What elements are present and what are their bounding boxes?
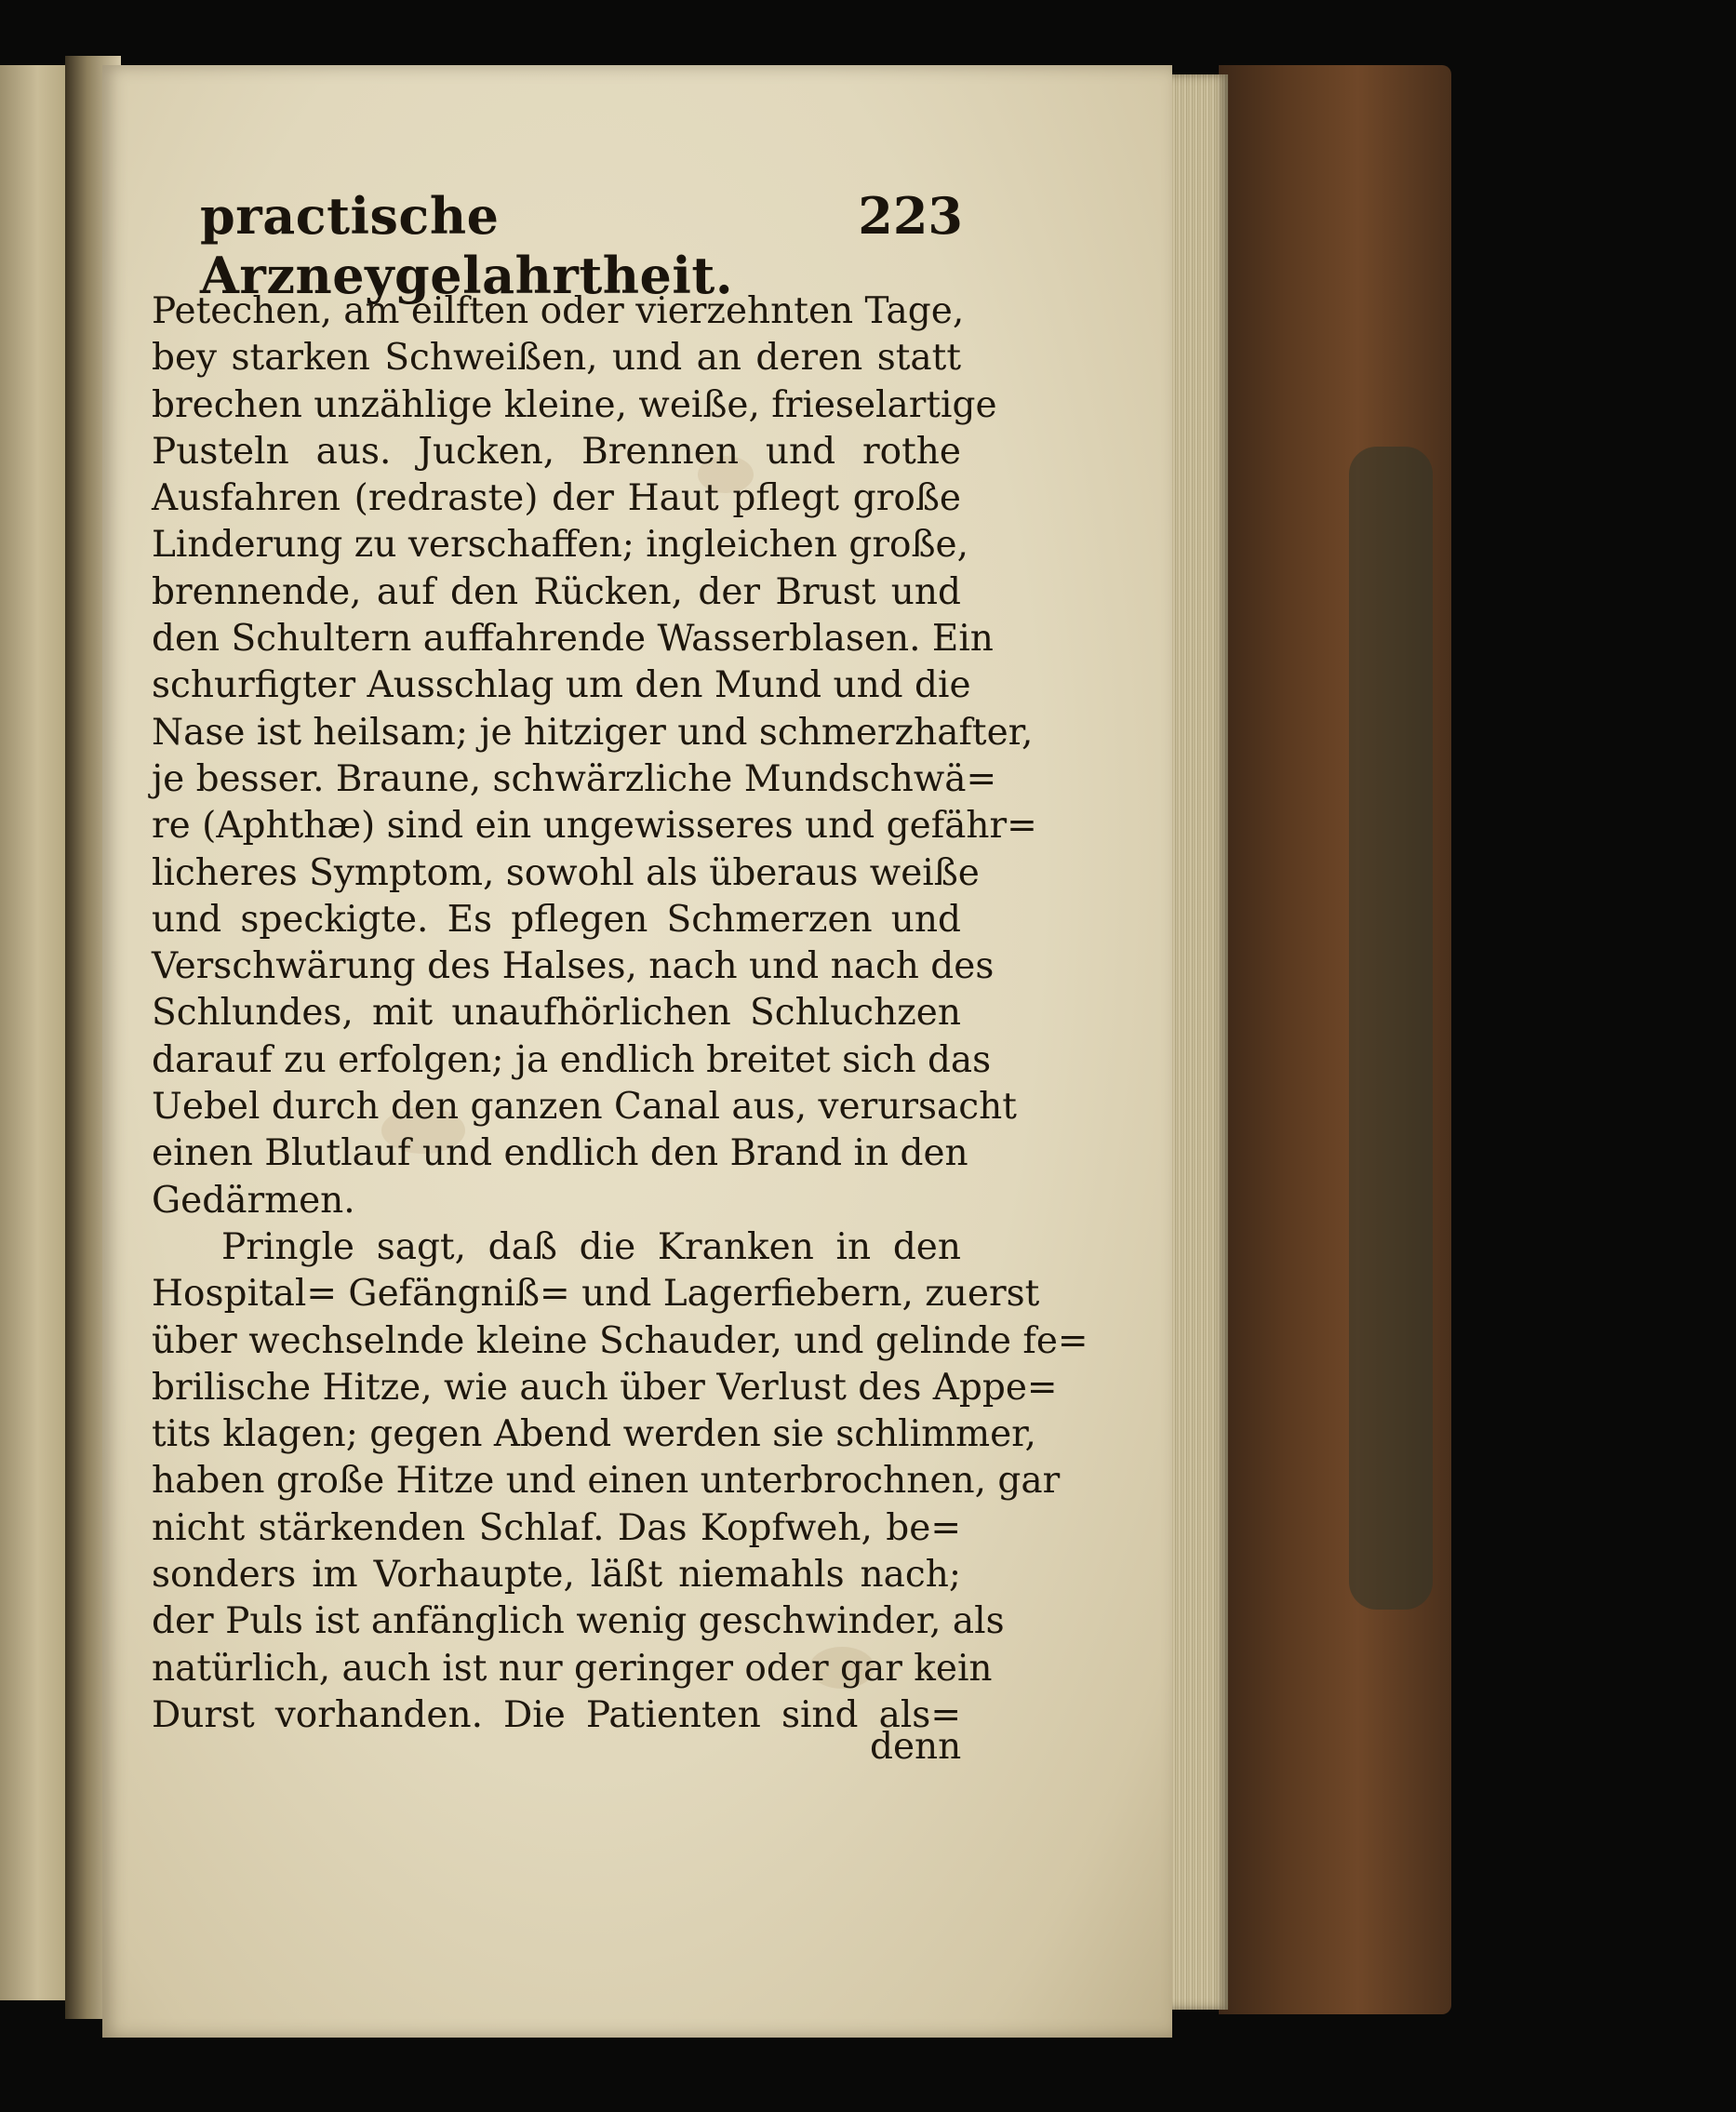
text-line: Pringle sagt, daß die Kranken in den [221, 1225, 961, 1268]
text-line: Uebel durch den ganzen Canal aus, verursacht [152, 1086, 1017, 1129]
body-text [152, 288, 1088, 1739]
text-line: tits klagen; gegen Abend werden sie schlimmer, [152, 1413, 1036, 1456]
text-line: bey starken Schweißen, und an deren statt [152, 337, 961, 380]
text-line: licheres Symptom, sowohl als überaus weiße [152, 851, 980, 894]
text-line: nicht stärkenden Schlaf. Das Kopfweh, be= [152, 1506, 961, 1549]
text-line: einen Blutlauf und endlich den Brand in den [152, 1132, 968, 1175]
text-line: re (Aphthæ) sind ein ungewisseres und gefähr= [152, 805, 1037, 848]
text-line: sonders im Vorhaupte, läßt niemahls nach; [152, 1554, 961, 1597]
running-head: practische Arzneygelahrtheit. [200, 186, 734, 305]
text-line: brennende, auf den Rücken, der Brust und [152, 570, 961, 613]
text-line: über wechselnde kleine Schauder, und gelinde fe= [152, 1319, 1088, 1362]
text-line: Schlundes, mit unaufhörlichen Schluchzen [152, 992, 961, 1035]
page-header [200, 186, 963, 305]
text-line: brilische Hitze, wie auch über Verlust des Appe= [152, 1366, 1058, 1409]
text-line: der Puls ist anfänglich wenig geschwinder, als [152, 1600, 1005, 1643]
text-line: Hospital= Gefängniß= und Lagerfiebern, zuerst [152, 1273, 1040, 1316]
text-line: den Schultern auffahrende Wasserblasen. Ein [152, 618, 994, 661]
text-line: schurfigter Ausschlag um den Mund und die [152, 664, 971, 707]
text-line: Pusteln aus. Jucken, Brennen und rothe [152, 430, 961, 473]
text-line: und speckigte. Es pflegen Schmerzen und [152, 898, 961, 941]
text-line: Durst vorhanden. Die Patienten sind als= [152, 1693, 961, 1736]
text-line: Ausfahren (redraste) der Haut pflegt große [152, 477, 961, 520]
text-line: Gedärmen. [152, 1179, 355, 1222]
text-line: Verschwärung des Halses, nach und nach des [152, 945, 995, 988]
page-number: 223 [858, 186, 963, 246]
text-line: je besser. Braune, schwärzliche Mundschwä= [152, 757, 997, 800]
catchword: denn [870, 1726, 962, 1768]
text-line: Petechen, am eilften oder vierzehnten Tage, [152, 290, 965, 332]
text-line: haben große Hitze und einen unterbrochnen, gar [152, 1460, 1061, 1503]
text-line: darauf zu erfolgen; ja endlich breitet sich das [152, 1038, 992, 1081]
text-line: natürlich, auch ist nur geringer oder gar kein [152, 1647, 993, 1690]
text-line: Linderung zu verschaffen; ingleichen große, [152, 524, 969, 567]
text-line: brechen unzählige kleine, weiße, frieselartige [152, 383, 997, 426]
text-line: Nase ist heilsam; je hitziger und schmerzhafter, [152, 711, 1034, 754]
cover-marbling [1349, 447, 1433, 1610]
